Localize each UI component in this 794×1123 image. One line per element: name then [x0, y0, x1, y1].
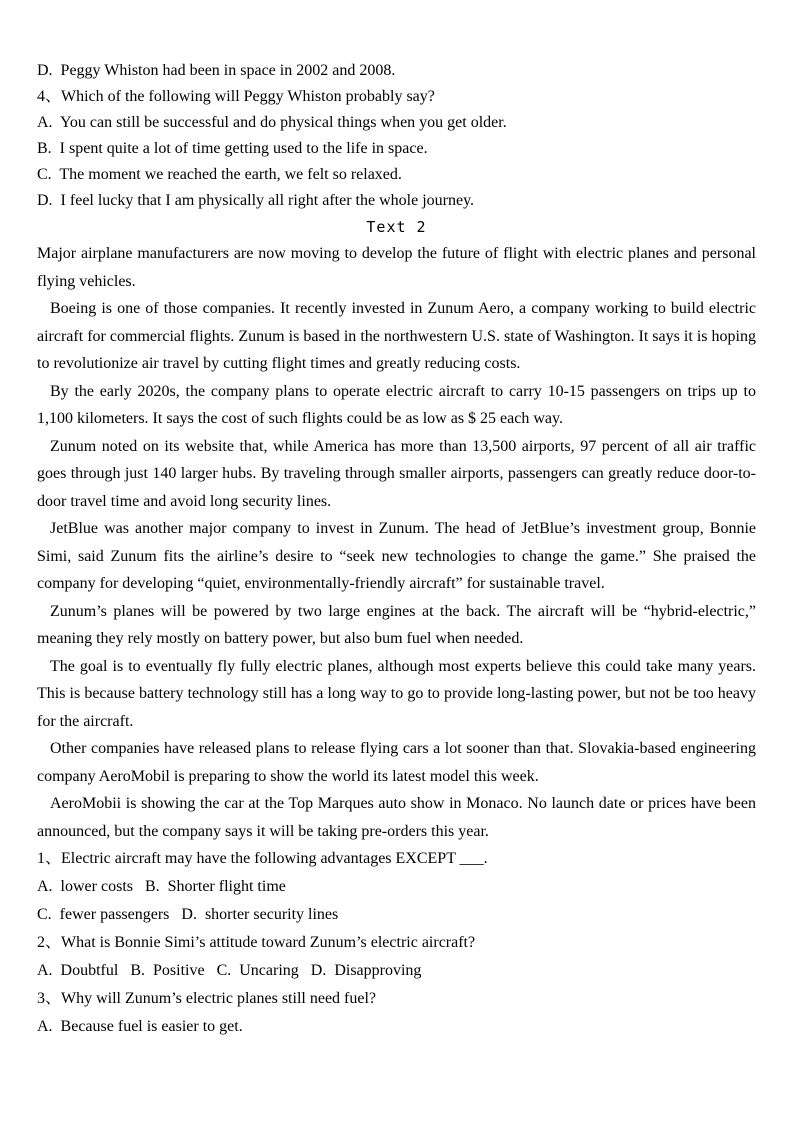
question-1-prompt: 1、Electric aircraft may have the following advantages EXCEPT ___.	[37, 850, 488, 867]
question-3-prompt: 3、Why will Zunum’s electric planes still need fuel?	[37, 990, 377, 1007]
question-1-options-line-1: A. lower costs B. Shorter flight time	[37, 878, 286, 895]
passage-paragraph-1: Major airplane manufacturers are now moving to develop the future of flight with electric planes and personal flying vehicles.	[37, 245, 756, 290]
question-4-option-c: C. The moment we reached the earth, we felt so relaxed.	[37, 166, 402, 183]
previous-question-block	[37, 58, 756, 214]
passage-paragraph-2: Boeing is one of those companies. It recently invested in Zunum Aero, a company working to build electric aircraft for commercial flights. Zunum is based in the northwestern U.S. state of Washington. It says it is hoping to revolutionize air travel by cutting flight times and greatly reducing costs.	[37, 300, 756, 372]
reading-passage	[37, 240, 756, 845]
questions-block	[37, 845, 756, 1041]
passage-paragraph-9: AeroMobii is showing the car at the Top Marques auto show in Monaco. No launch date or prices have been announced, but the company says it will be taking pre-orders this year.	[37, 795, 756, 840]
question-4-option-d: D. I feel lucky that I am physically all right after the whole journey.	[37, 192, 475, 209]
passage-paragraph-7: The goal is to eventually fly fully electric planes, although most experts believe this could take many years. This is because battery technology still has a long way to go to provide long-lasting power, but not be too heavy for the aircraft.	[37, 657, 756, 730]
question-4-prompt: 4、Which of the following will Peggy Whiston probably say?	[37, 88, 435, 105]
passage-paragraph-6: Zunum’s planes will be powered by two large engines at the back. The aircraft will be “hybrid-electric,” meaning they rely mostly on battery power, but also bum fuel when needed.	[37, 602, 756, 647]
question-4-option-a: A. You can still be successful and do physical things when you get older.	[37, 114, 507, 131]
option-line-d: D. Peggy Whiston had been in space in 2002 and 2008.	[37, 62, 396, 79]
question-2-options-line-1: A. Doubtful B. Positive C. Uncaring D. Disapproving	[37, 962, 422, 979]
passage-paragraph-4: Zunum noted on its website that, while America has more than 13,500 airports, 97 percent of all air traffic goes through just 140 larger hubs. By traveling through smaller airports, passengers can greatly reduce door-to-door travel time and avoid long security lines.	[37, 437, 756, 510]
question-1-options-line-2: C. fewer passengers D. shorter security lines	[37, 906, 339, 923]
passage-paragraph-5: JetBlue was another major company to invest in Zunum. The head of JetBlue’s investment group, Bonnie Simi, said Zunum fits the airline’s desire to “seek new technologies to change the game.” She praised the company for developing “quiet, environmentally-friendly aircraft” for sustainable travel.	[37, 520, 756, 592]
question-2-prompt: 2、What is Bonnie Simi’s attitude toward Zunum’s electric aircraft?	[37, 934, 476, 951]
question-4-option-b: B. I spent quite a lot of time getting used to the life in space.	[37, 140, 428, 157]
question-3-option-a: A. Because fuel is easier to get.	[37, 1018, 243, 1035]
text2-heading: Text 2	[366, 218, 427, 236]
passage-paragraph-8: Other companies have released plans to release flying cars a lot sooner than that. Slovakia-based engineering company AeroMobil is preparing to show the world its latest model this week.	[37, 740, 756, 785]
passage-paragraph-3: By the early 2020s, the company plans to operate electric aircraft to carry 10-15 passengers on trips up to 1,100 kilometers. It says the cost of such flights could be as low as $ 25 each way.	[37, 382, 756, 427]
